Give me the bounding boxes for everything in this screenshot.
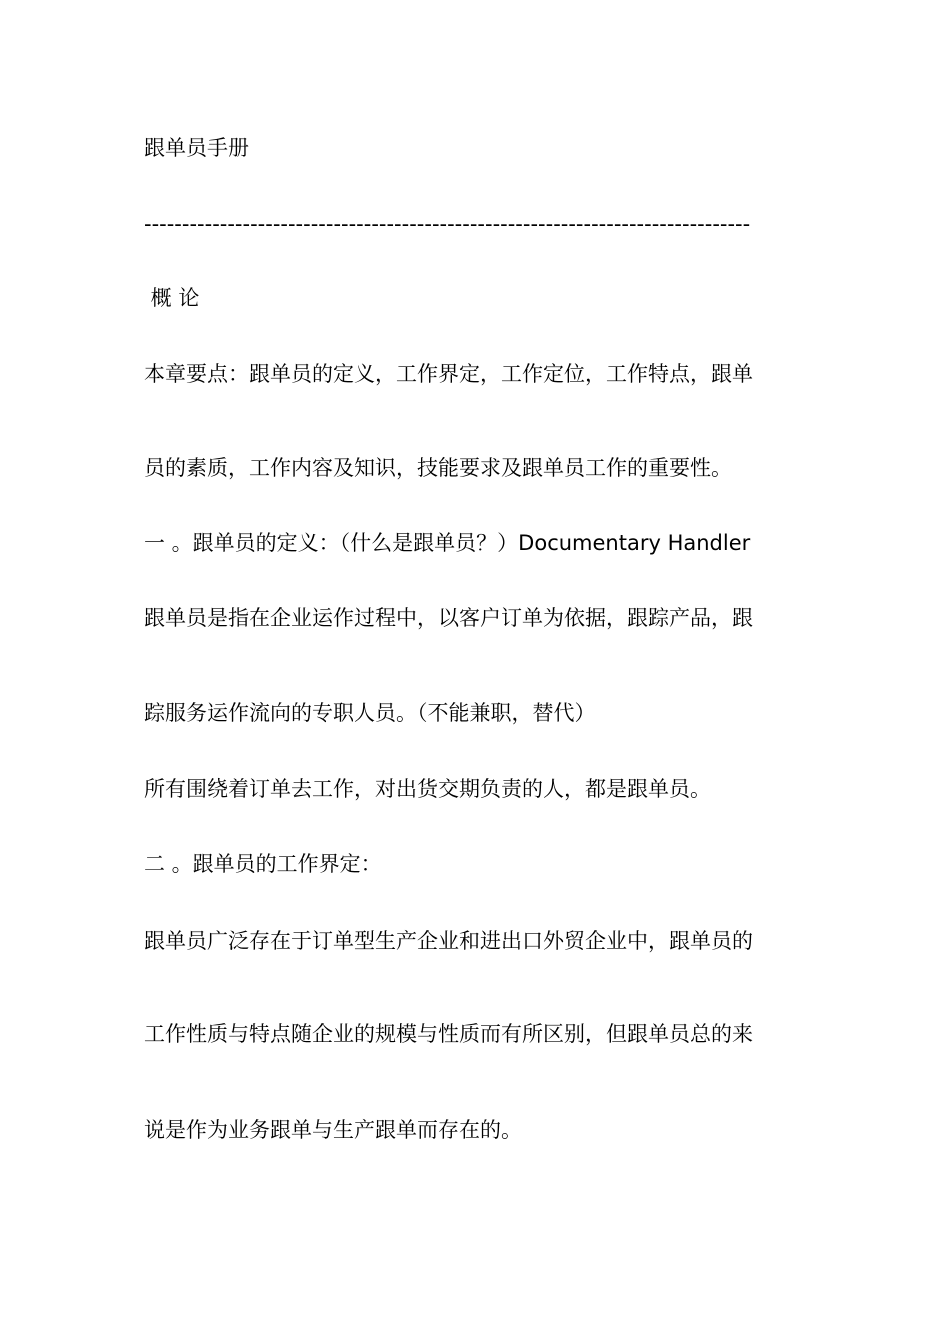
paragraph-line: 说是作为业务跟单与生产跟单而存在的。 <box>144 1118 522 1142</box>
section-heading-scope: 二 。跟单员的工作界定： <box>144 852 382 876</box>
section-heading-definition: 一 。跟单员的定义：（什么是跟单员？）Documentary Handler <box>144 531 751 555</box>
chapter-heading: 概 论 <box>144 286 200 310</box>
paragraph-line: 踪服务运作流向的专职人员。（不能兼职，替代） <box>144 701 596 725</box>
paragraph-line: 工作性质与特点随企业的规模与性质而有所区别，但跟单员总的来 <box>144 1022 753 1046</box>
paragraph-line: 跟单员广泛存在于订单型生产企业和进出口外贸企业中，跟单员的 <box>144 929 753 953</box>
document-title: 跟单员手册 <box>144 136 249 160</box>
paragraph-line: 所有围绕着订单去工作，对出货交期负责的人，都是跟单员。 <box>144 777 711 801</box>
separator-line: -------------------------------------------------------------------------------- <box>144 212 751 236</box>
paragraph-line: 跟单员是指在企业运作过程中，以客户订单为依据，跟踪产品，跟 <box>144 606 753 630</box>
paragraph-line: 本章要点：跟单员的定义，工作界定，工作定位，工作特点，跟单 <box>144 362 753 386</box>
paragraph-line: 员的素质，工作内容及知识，技能要求及跟单员工作的重要性。 <box>144 456 732 480</box>
